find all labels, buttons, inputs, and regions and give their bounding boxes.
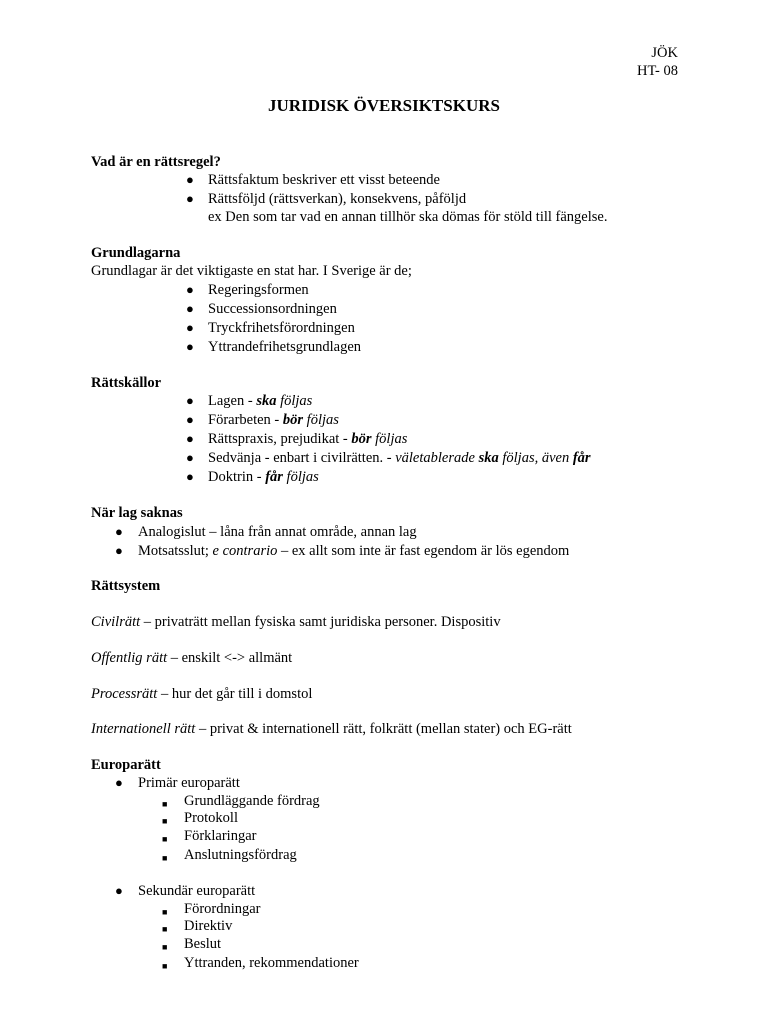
- bullet-icon: ●: [186, 301, 194, 316]
- list-item: Förarbeten - bör följas: [208, 412, 339, 428]
- bullet-icon: ●: [115, 543, 123, 558]
- square-bullet-icon: ■: [162, 924, 168, 934]
- square-bullet-icon: ■: [162, 816, 168, 826]
- list-item: Rättsföljd (rättsverkan), konsekvens, påföljd: [208, 191, 467, 207]
- document-title: JURIDISK ÖVERSIKTSKURS: [268, 96, 500, 115]
- bullet-icon: ●: [186, 191, 194, 206]
- example-text: ex Den som tar vad en annan tillhör ska dömas för stöld till fängelse.: [208, 209, 608, 225]
- bullet-icon: ●: [186, 339, 194, 354]
- list-item: Analogislut – låna från annat område, annan lag: [138, 524, 417, 540]
- bullet-icon: ●: [186, 282, 194, 297]
- list-item: Regeringsformen: [208, 282, 309, 298]
- bullet-icon: ●: [115, 524, 123, 539]
- sub-list-item: Förklaringar: [184, 828, 257, 844]
- section-heading-rattskallor: Rättskällor: [91, 375, 162, 391]
- bullet-icon: ●: [186, 431, 194, 446]
- list-item: Motsatsslut; e contrario – ex allt som inte är fast egendom är lös egendom: [138, 543, 570, 559]
- bullet-icon: ●: [186, 450, 194, 465]
- section-heading-grundlagarna: Grundlagarna: [91, 245, 181, 261]
- square-bullet-icon: ■: [162, 907, 168, 917]
- paragraph-processratt: Processrätt – hur det går till i domstol: [91, 686, 313, 702]
- section-heading-europaratt: Europarätt: [91, 757, 161, 773]
- bullet-icon: ●: [186, 320, 194, 335]
- section-heading-nar-lag-saknas: När lag saknas: [91, 505, 183, 521]
- header-term: HT- 08: [637, 63, 678, 79]
- paragraph-internationell-ratt: Internationell rätt – privat & internationell rätt, folkrätt (mellan stater) och EG-rätt: [91, 721, 572, 737]
- list-item: Rättspraxis, prejudikat - bör följas: [208, 431, 408, 447]
- sub-list-item: Grundläggande fördrag: [184, 793, 320, 809]
- section-heading-rattsregel: Vad är en rättsregel?: [91, 154, 221, 170]
- list-item: Tryckfrihetsförordningen: [208, 320, 355, 336]
- bullet-icon: ●: [115, 883, 123, 898]
- list-item: Sedvänja - enbart i civilrätten. - väletablerade ska följas, även får: [208, 450, 591, 466]
- square-bullet-icon: ■: [162, 834, 168, 844]
- paragraph-civilratt: Civilrätt – privaträtt mellan fysiska samt juridiska personer. Dispositiv: [91, 614, 501, 630]
- bullet-icon: ●: [186, 412, 194, 427]
- bullet-icon: ●: [186, 172, 194, 187]
- list-item: Primär europarätt: [138, 775, 240, 791]
- square-bullet-icon: ■: [162, 961, 168, 971]
- sub-list-item: Förordningar: [184, 901, 261, 917]
- list-item: Sekundär europarätt: [138, 883, 256, 899]
- sub-list-item: Anslutningsfördrag: [184, 847, 297, 863]
- square-bullet-icon: ■: [162, 942, 168, 952]
- section-heading-rattsystem: Rättsystem: [91, 578, 161, 594]
- list-item: Doktrin - får följas: [208, 469, 319, 485]
- list-item: Yttrandefrihetsgrundlagen: [208, 339, 362, 355]
- list-item: Rättsfaktum beskriver ett visst beteende: [208, 172, 440, 188]
- sub-list-item: Yttranden, rekommendationer: [184, 955, 359, 971]
- sub-list-item: Protokoll: [184, 810, 238, 826]
- bullet-icon: ●: [186, 393, 194, 408]
- sub-list-item: Direktiv: [184, 918, 233, 934]
- sub-list-item: Beslut: [184, 936, 222, 952]
- bullet-icon: ●: [186, 469, 194, 484]
- list-item: Successionsordningen: [208, 301, 337, 317]
- paragraph-offentlig-ratt: Offentlig rätt – enskilt <-> allmänt: [91, 650, 293, 666]
- header-author: JÖK: [651, 45, 678, 61]
- bullet-icon: ●: [115, 775, 123, 790]
- list-item: Lagen - ska följas: [208, 393, 313, 409]
- square-bullet-icon: ■: [162, 799, 168, 809]
- section-intro: Grundlagar är det viktigaste en stat har. I Sverige är de;: [91, 263, 412, 279]
- square-bullet-icon: ■: [162, 853, 168, 863]
